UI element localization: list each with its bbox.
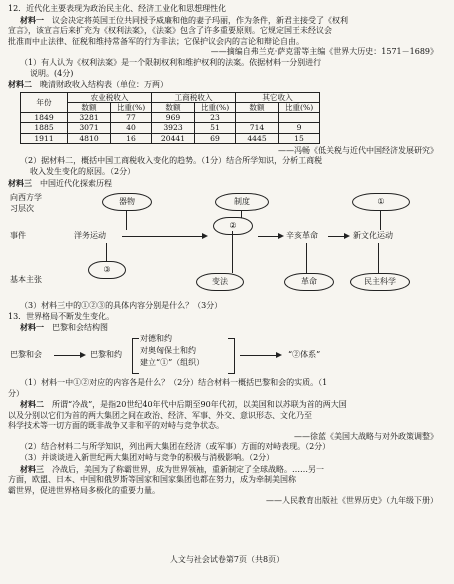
q12-title: 12．近代化主要表现为政治民主化、经济工业化和思想理性化: [8, 4, 227, 13]
material-source: ——摘编自弗兰克·萨克雷等主编《世界大历史：1571－1689》: [210, 47, 438, 57]
material-label: 材料三: [8, 177, 32, 188]
table-header-row: [21, 92, 320, 102]
table-cell: 40: [111, 123, 152, 133]
table-cell: 16: [111, 133, 152, 143]
q13-title: 13．世界格局不断发生变化。: [8, 311, 115, 321]
cloud-qiwu: 器物: [102, 193, 152, 211]
row-label-line: 习层次: [10, 203, 34, 213]
table-row: [21, 123, 320, 133]
row-label-level: [10, 193, 42, 214]
cloud-blank-3: ③: [88, 261, 126, 279]
material-label: 材料一: [20, 14, 44, 25]
row-label-event: 事件: [10, 231, 26, 241]
table-cell: 4810: [68, 133, 111, 143]
table-cell: 77: [111, 113, 152, 123]
struct-left: 巴黎和会: [10, 349, 42, 359]
row-label-claim: 基本主张: [10, 275, 42, 285]
exam-page: [8, 4, 446, 507]
table-row: [21, 133, 320, 143]
arrow-right: [240, 355, 280, 356]
q12-m1-line: 批准而中止法律、征税和维持常备军的行为非法；它保护议会内的言论和辩论自由。: [8, 36, 304, 46]
brace: [228, 338, 235, 374]
q13-m1-heading: [8, 322, 446, 334]
finance-table: [20, 92, 320, 144]
arrow-right: [122, 236, 206, 237]
table-header: 数额: [152, 102, 195, 112]
diagram-title: 中国近代化探索历程: [40, 178, 112, 188]
q13-m3-line: 方面，欧盟、日本、中国和俄罗斯等国家和国家集团也都在努力，成为牵制美国称: [8, 475, 296, 485]
table-cell: 3071: [68, 123, 111, 133]
table-header: 比重(%): [195, 102, 236, 112]
material-label: 材料一: [20, 322, 44, 333]
material-text: 所谓“冷战”，是指20世纪40年代中后期至90年代初，以美国和以苏联为首的两大国: [52, 400, 347, 410]
q12-m1-line: [8, 15, 446, 27]
material-source: ——徐蓝《美国大战略与对外政策调整》: [294, 431, 438, 441]
row-label-line: 向西方学: [10, 193, 42, 203]
table-cell: 51: [195, 123, 236, 133]
question-line: （1）有人认为《权利法案》是一个限制权利和维护权利的法案。依据材料一分别进行: [20, 57, 322, 67]
table-header: 农业税收入: [68, 92, 152, 102]
cloud-blank-1: ①: [352, 193, 410, 211]
q13-m3-line: [8, 464, 446, 476]
material-source: ——冯畅《低关税与近代中国经济发展研究》: [278, 145, 438, 155]
arrow-right: [328, 236, 348, 237]
struct-mid: 巴黎和约: [90, 349, 122, 359]
table-header: 年份: [21, 92, 68, 112]
material-text: 议会决定将英国王位共同授予威廉和他的妻子玛丽，作为条件，新君主接受了《权利: [52, 15, 348, 25]
table-header: 其它收入: [236, 92, 320, 102]
table-cell: 69: [195, 133, 236, 143]
question-line: （3）材料三中的①②③的具体内容分别是什么？（3分）: [20, 301, 223, 311]
table-cell: [279, 113, 320, 123]
material-source: ——人民教育出版社《世界历史》（九年级下册）: [266, 496, 438, 506]
q13-m2-line: 科学技术等一切方面的既非战争又非和平的对峙与竞争状态。: [8, 421, 224, 431]
q12-m1-line: 宣言》，该宣言后来扩充为《权利法案》，《法案》包含了许多重要原则。它规定国王未经议会: [8, 26, 332, 36]
connector-line: [380, 210, 381, 230]
table-cell: 15: [279, 133, 320, 143]
material-label: 材料二: [8, 79, 32, 90]
connector-line: [126, 210, 127, 230]
connector-line: [306, 243, 307, 273]
cloud-bianfa: 变法: [196, 273, 244, 291]
material-text: 冷战后，美国为了称霸世界，成为世界领袖，重新制定了全球战略。……另一: [52, 464, 324, 474]
q13-m2-line: 以及分别以它们为首的两大集团之间在政治、经济、军事、外交、意识形态、文化乃至: [8, 410, 312, 420]
material-label: 材料三: [20, 463, 44, 474]
modernization-diagram: [10, 189, 446, 301]
event-yangwu: 洋务运动: [74, 231, 106, 241]
arrow-right: [258, 236, 282, 237]
struct-branch: 对奥匈保土和约: [140, 345, 196, 355]
q13-m2-line: [8, 399, 446, 411]
struct-branch: 建立“①”（组织）: [140, 357, 205, 367]
connector-line: [232, 231, 233, 273]
event-xinwenhua: 新文化运动: [353, 231, 393, 241]
q12-m3-heading: [8, 178, 446, 190]
table-cell: 3923: [152, 123, 195, 133]
arrow-right: [54, 355, 84, 356]
table-cell: 3281: [68, 113, 111, 123]
table-header: 工商税收入: [152, 92, 236, 102]
table-header: 数额: [68, 102, 111, 112]
question-line: （2）结合材料二与所学知识，列出两大集团在经济（或军事）方面的对峙表现。（2分）: [20, 442, 331, 452]
cloud-zhidu: 制度: [215, 193, 269, 211]
table-header: 比重(%): [111, 102, 152, 112]
question-line: 分）: [8, 388, 24, 398]
table-title: 晚清财政收入结构表（单位：万两）: [40, 80, 168, 90]
q13-m3-line: 霸世界，促进世界格局多极化的重要力量。: [8, 485, 160, 495]
struct-right: “②体系”: [288, 349, 321, 359]
connector-line: [378, 243, 379, 273]
struct-branch: 对德和约: [140, 333, 172, 343]
material-label: 材料二: [20, 399, 44, 410]
table-cell: [236, 113, 279, 123]
cloud-minzhu: 民主科学: [350, 273, 410, 291]
table-cell: 1911: [21, 133, 68, 143]
cloud-geming: 革命: [284, 273, 334, 291]
question-line: （2）据材料二，概括中国工商税收入变化的趋势。（1分）结合所学知识，分析工商税: [20, 156, 323, 166]
question-line: 收入发生变化的原因。（2分）: [30, 166, 136, 176]
q12-m2-heading: [8, 79, 446, 91]
paris-structure-diagram: [10, 334, 446, 378]
question-line: （1）材料一中①②对应的内容各是什么？（2分）结合材料一概括巴黎和会的实质。（1: [20, 377, 328, 387]
table-cell: 23: [195, 113, 236, 123]
table-cell: 1885: [21, 123, 68, 133]
table-cell: 1849: [21, 113, 68, 123]
brace: [132, 338, 139, 374]
table-cell: 4445: [236, 133, 279, 143]
question-line: 说明。(4分): [30, 68, 74, 78]
event-xinhai: 辛亥革命: [286, 231, 318, 241]
cloud-blank-2: ②: [213, 217, 253, 235]
table-cell: 9: [279, 123, 320, 133]
question-line: （3）并谈谈进入新世纪两大集团对峙与竞争的积极与消极影响。（2分）: [20, 453, 275, 463]
table-cell: 20441: [152, 133, 195, 143]
table-header: 比重(%): [279, 102, 320, 112]
struct-title: 巴黎和会结构图: [52, 323, 108, 333]
table-row: [21, 113, 320, 123]
page-footer: 人文与社会试卷第7页（共8页）: [169, 555, 285, 564]
table-header: 数额: [236, 102, 279, 112]
table-cell: 969: [152, 113, 195, 123]
table-cell: 714: [236, 123, 279, 133]
